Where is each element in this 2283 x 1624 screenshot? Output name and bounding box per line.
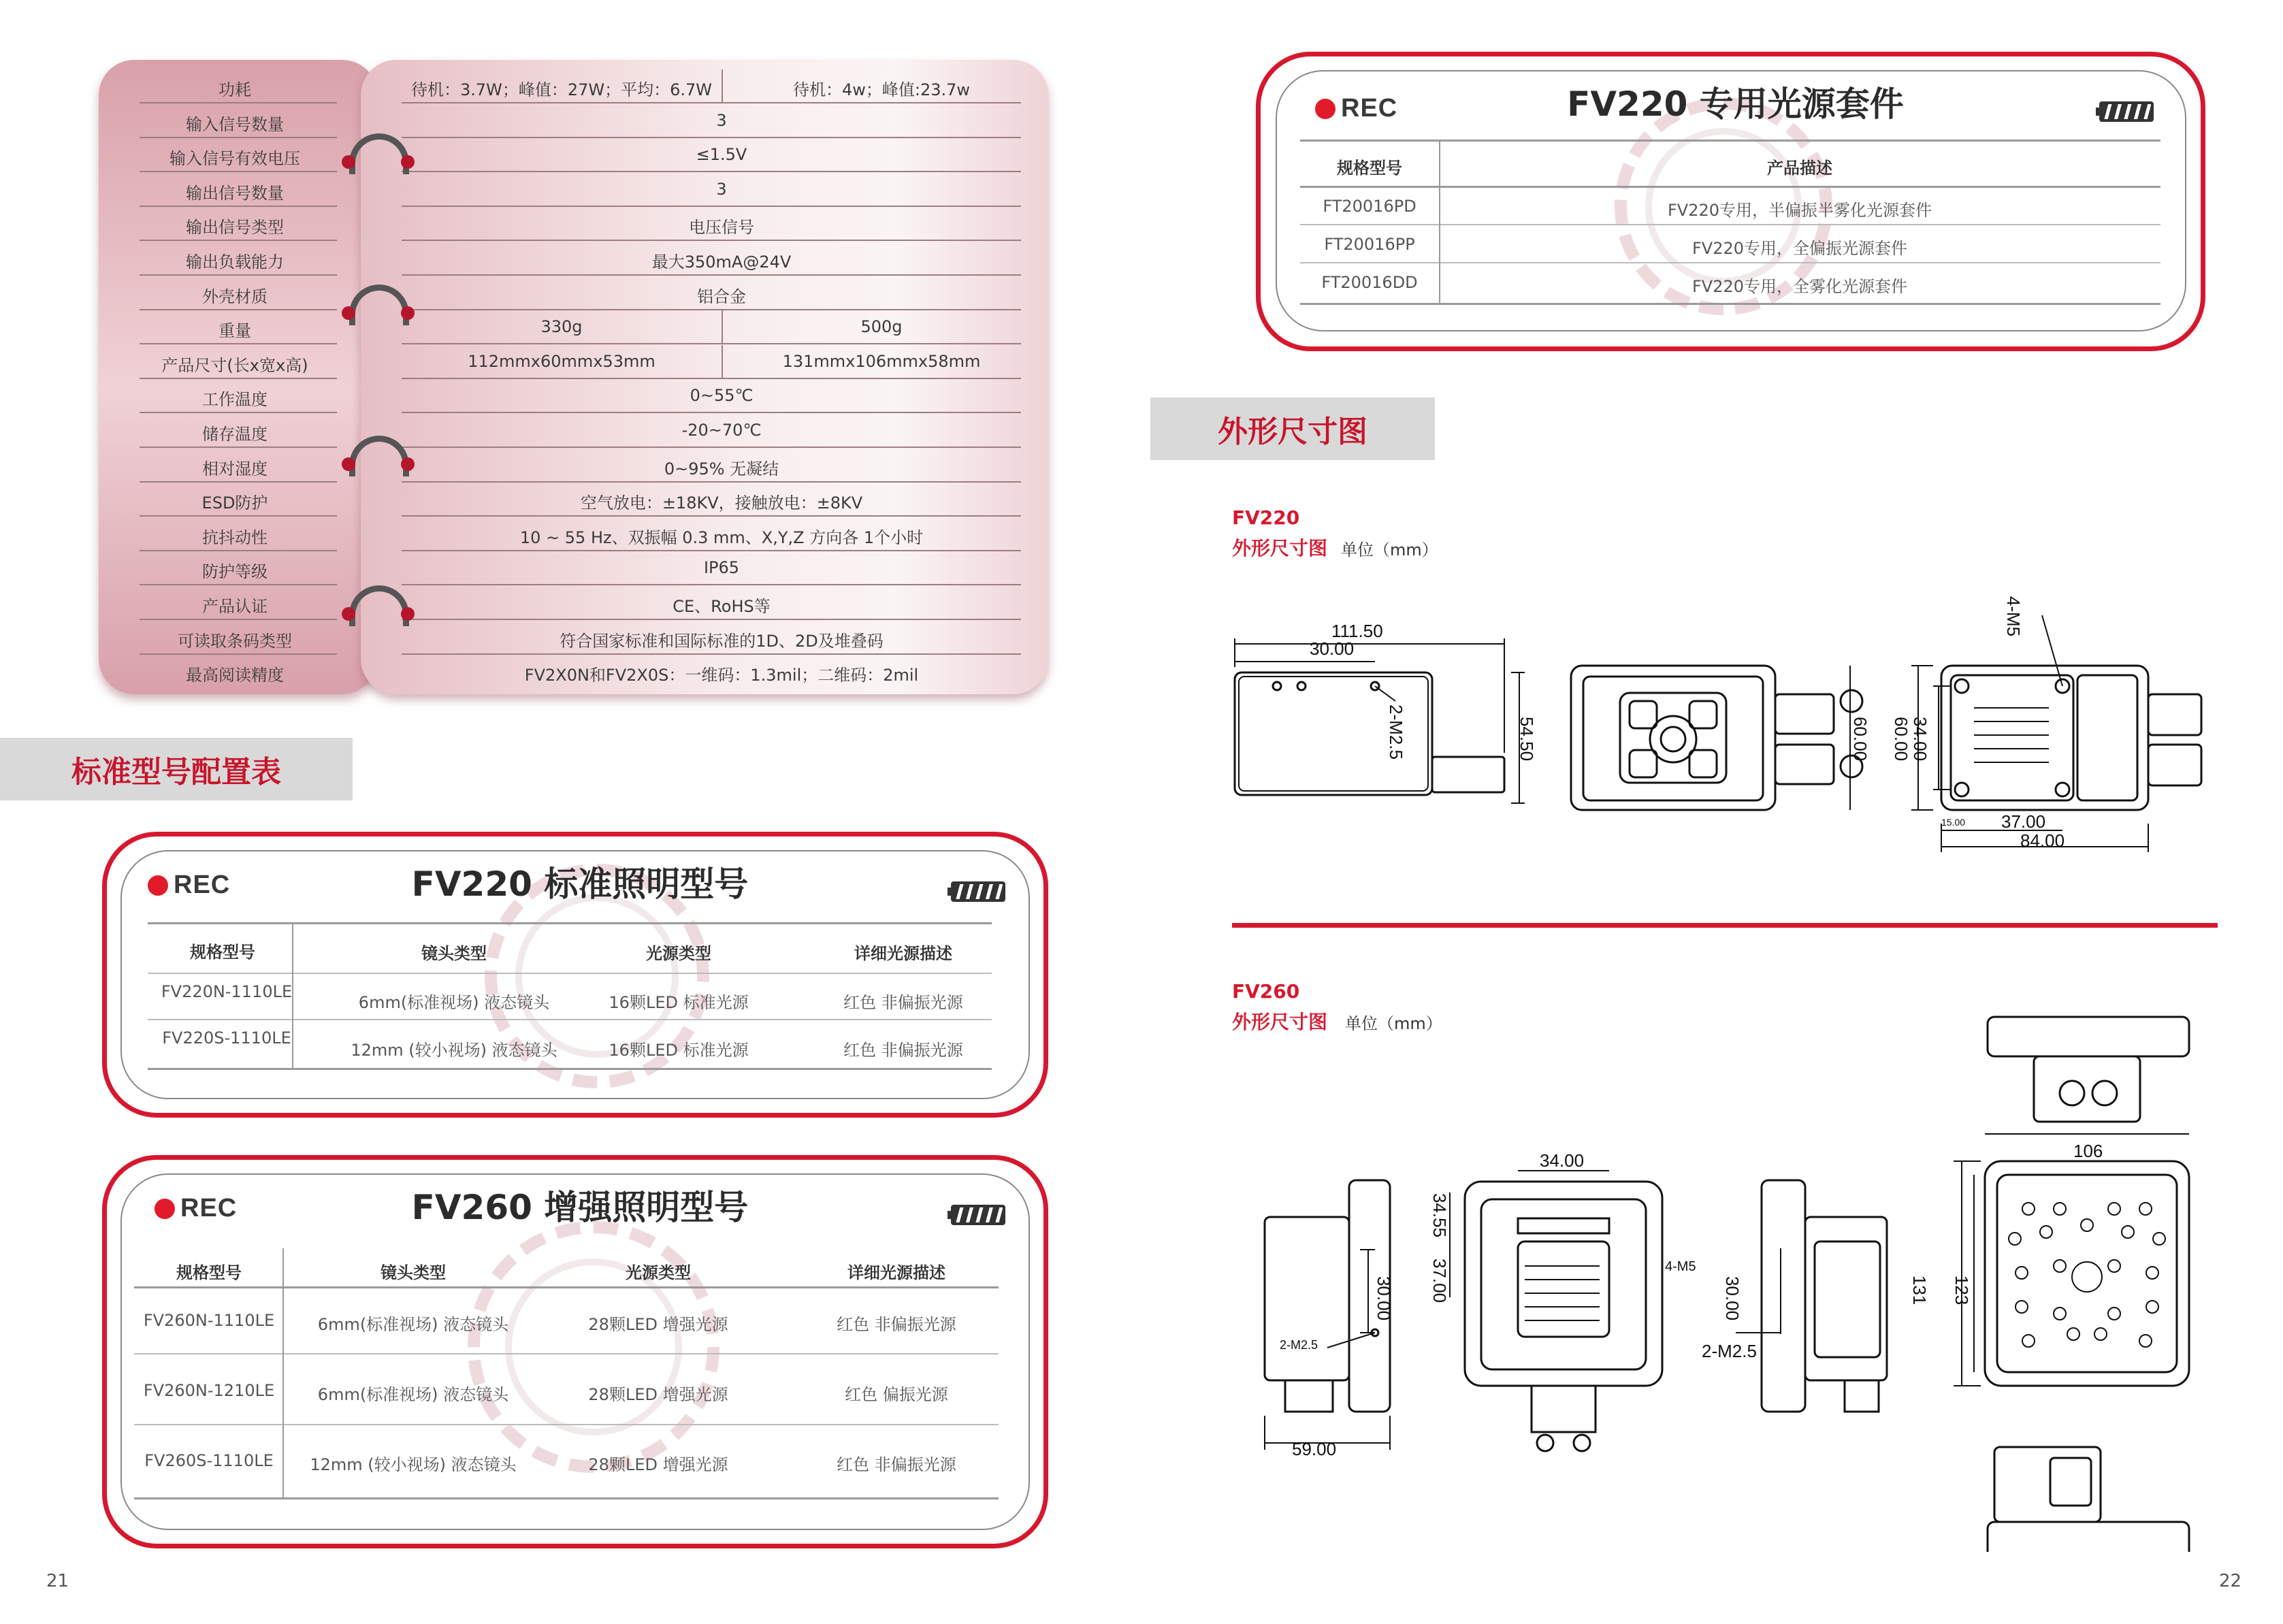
dim-label: 54.50 bbox=[1517, 716, 1538, 762]
spec-label: 外壳材质 bbox=[202, 287, 268, 306]
spec-label: 防护等级 bbox=[202, 562, 268, 582]
table-cell: 红色 非偏振光源 bbox=[843, 1041, 963, 1060]
col-header: 规格型号 bbox=[190, 943, 255, 962]
table-cell: 6mm(标准视场) 液态镜头 bbox=[317, 1315, 509, 1334]
table-cell: FV220N-1110LE bbox=[161, 982, 293, 1001]
dim-label: 84.00 bbox=[2020, 830, 2065, 851]
col-header: 详细光源描述 bbox=[847, 1263, 945, 1282]
spec-value: 铝合金 bbox=[697, 287, 746, 306]
table-cell: 红色 偏振光源 bbox=[845, 1385, 948, 1404]
dim-label: 34.00 bbox=[1540, 1150, 1585, 1171]
spec-value: 500g bbox=[860, 317, 903, 337]
table-cell: FV260N-1110LE bbox=[143, 1311, 275, 1330]
table-cell: 28颗LED 增强光源 bbox=[588, 1315, 728, 1334]
dim-label: 60.00 bbox=[1850, 716, 1871, 762]
dim-label: 4-M5 bbox=[1665, 1259, 1696, 1274]
divider bbox=[1232, 923, 2218, 928]
table-cell: 16颗LED 标准光源 bbox=[609, 1041, 749, 1060]
dim-label: 15.00 bbox=[1941, 817, 1966, 828]
table-cell: FV260S-1110LE bbox=[144, 1451, 274, 1470]
col-header: 光源类型 bbox=[626, 1263, 691, 1282]
battery-icon bbox=[951, 1205, 1005, 1225]
spec-value: 3 bbox=[716, 110, 727, 130]
spec-value: 电压信号 bbox=[689, 218, 754, 238]
dim-label: 37.00 bbox=[2001, 811, 2046, 832]
fv220-dims-unit: 单位（mm） bbox=[1341, 540, 1438, 559]
table-cell: 6mm(标准视场) 液态镜头 bbox=[358, 993, 550, 1012]
spec-value: 空气放电：±18KV，接触放电：±8KV bbox=[580, 493, 863, 513]
dim-label: 30.00 bbox=[1374, 1276, 1395, 1321]
table-cell: 28颗LED 增强光源 bbox=[588, 1385, 728, 1404]
spec-value: 131mmx106mmx58mm bbox=[782, 351, 981, 371]
table-cell: FV260N-1210LE bbox=[143, 1381, 275, 1400]
spec-label: 产品认证 bbox=[202, 597, 268, 616]
page-number-right: 22 bbox=[2219, 1571, 2242, 1591]
spec-label: 最高阅读精度 bbox=[186, 666, 284, 685]
fv220-dims-label: 外形尺寸图 bbox=[1232, 537, 1328, 559]
spec-label: 输出信号数量 bbox=[186, 183, 284, 203]
dim-label: 2-M2.5 bbox=[1280, 1338, 1318, 1352]
table-cell: 12mm (较小视场) 液态镜头 bbox=[351, 1041, 557, 1060]
spec-value: FV2X0N和FV2X0S：一维码：1.3mil；二维码：2mil bbox=[524, 666, 919, 685]
table-cell: FT20016PD bbox=[1323, 197, 1416, 216]
col-header: 详细光源描述 bbox=[854, 944, 952, 963]
col-header: 规格型号 bbox=[176, 1263, 242, 1282]
dim-label: 34.00 bbox=[1910, 716, 1931, 762]
section-title-dimensions: 外形尺寸图 bbox=[1150, 397, 1435, 460]
spec-label: 输出负载能力 bbox=[186, 253, 284, 272]
table-cell: FV220专用，半偏振半雾化光源套件 bbox=[1667, 201, 1932, 220]
col-header: 规格型号 bbox=[1337, 159, 1402, 178]
spec-label: ESD防护 bbox=[201, 493, 268, 513]
spec-value: 3 bbox=[716, 179, 727, 199]
dim-label: 59.00 bbox=[1292, 1439, 1337, 1459]
fv220-kit-card bbox=[1256, 52, 2205, 351]
spec-label: 输出信号类型 bbox=[186, 218, 284, 238]
card-title: FV260 增强照明型号 bbox=[411, 1188, 749, 1227]
dim-label: 106 bbox=[2073, 1141, 2103, 1161]
fv260-dims-label: 外形尺寸图 bbox=[1232, 1011, 1328, 1033]
spec-value: 最大350mA@24V bbox=[651, 253, 792, 272]
spec-value: 112mmx60mmx53mm bbox=[468, 351, 655, 371]
table-cell: FT20016DD bbox=[1321, 273, 1418, 292]
spec-value: CE、RoHS等 bbox=[673, 597, 771, 616]
rec-logo: REC bbox=[148, 871, 230, 900]
card-title: FV220 标准照明型号 bbox=[411, 864, 749, 904]
fv220-dims-model: FV220 bbox=[1232, 506, 1300, 529]
rec-logo: REC bbox=[1315, 94, 1397, 123]
spec-label: 储存温度 bbox=[202, 425, 268, 444]
spec-value: 0~55℃ bbox=[690, 386, 754, 406]
dim-label: 34.55 bbox=[1429, 1192, 1451, 1238]
dim-label: 60.00 bbox=[1891, 716, 1912, 762]
spec-value: 符合国家标准和国际标准的1D、2D及堆叠码 bbox=[560, 631, 884, 651]
table-cell: 6mm(标准视场) 液态镜头 bbox=[317, 1385, 509, 1404]
spec-value: ≤1.5V bbox=[696, 145, 747, 165]
spec-label: 功耗 bbox=[218, 80, 251, 99]
col-header: 光源类型 bbox=[646, 944, 711, 963]
spec-value: IP65 bbox=[703, 558, 740, 578]
spec-value: 330g bbox=[540, 317, 583, 337]
table-cell: FV220专用，全雾化光源套件 bbox=[1691, 277, 1908, 296]
table-cell: 28颗LED 增强光源 bbox=[588, 1455, 728, 1474]
col-header: 镜头类型 bbox=[380, 1263, 446, 1282]
rec-logo: REC bbox=[155, 1194, 237, 1223]
spec-label: 可读取条码类型 bbox=[178, 631, 292, 651]
spec-label: 输入信号有效电压 bbox=[169, 149, 300, 169]
col-header: 镜头类型 bbox=[421, 944, 487, 963]
dim-label: 123 bbox=[1952, 1275, 1973, 1305]
dim-label: 4-M5 bbox=[2003, 596, 2024, 637]
table-cell: 12mm (较小视场) 液态镜头 bbox=[310, 1455, 517, 1474]
spec-value: -20~70℃ bbox=[681, 421, 762, 440]
table-cell: FV220专用，全偏振光源套件 bbox=[1691, 239, 1908, 258]
spec-label: 产品尺寸(长x宽x高) bbox=[161, 355, 308, 375]
fv260-enh-card bbox=[102, 1155, 1048, 1548]
table-cell: FV220S-1110LE bbox=[162, 1028, 291, 1048]
table-cell: 红色 非偏振光源 bbox=[837, 1315, 956, 1334]
table-cell: 16颗LED 标准光源 bbox=[609, 993, 749, 1012]
card-title: FV220 专用光源套件 bbox=[1567, 84, 1904, 124]
section-title-config: 标准型号配置表 bbox=[0, 738, 353, 800]
dim-label: 111.50 bbox=[1331, 621, 1383, 641]
table-cell: 红色 非偏振光源 bbox=[837, 1455, 956, 1474]
col-header: 产品描述 bbox=[1767, 159, 1832, 178]
spec-value: 10 ~ 55 Hz、双振幅 0.3 mm、X,Y,Z 方向各 1个小时 bbox=[519, 527, 924, 547]
spec-value: 待机：4w；峰值:23.7w bbox=[792, 80, 971, 99]
spec-value: 待机：3.7W；峰值：27W；平均：6.7W bbox=[410, 80, 713, 99]
dim-label: 30.00 bbox=[1310, 638, 1355, 659]
fv260-dims-model: FV260 bbox=[1232, 980, 1300, 1003]
dim-label: 37.00 bbox=[1429, 1258, 1451, 1303]
spec-value: 0~95% 无凝结 bbox=[664, 459, 779, 478]
page-number-left: 21 bbox=[46, 1571, 69, 1591]
spec-label: 抗抖动性 bbox=[202, 527, 268, 547]
fv220-std-card bbox=[102, 832, 1048, 1118]
spec-label: 重量 bbox=[218, 321, 251, 341]
spec-label: 工作温度 bbox=[202, 390, 268, 410]
fv260-dims-unit: 单位（mm） bbox=[1345, 1014, 1442, 1033]
dim-label: 2-M2.5 bbox=[1385, 704, 1406, 760]
dim-label: 2-M2.5 bbox=[1702, 1341, 1757, 1361]
table-cell: FT20016PP bbox=[1324, 235, 1415, 254]
battery-icon bbox=[2099, 101, 2154, 122]
table-cell: 红色 非偏振光源 bbox=[843, 993, 963, 1012]
battery-icon bbox=[951, 881, 1005, 902]
spec-label: 相对湿度 bbox=[202, 459, 268, 478]
spec-label: 输入信号数量 bbox=[186, 114, 284, 134]
dim-label: 30.00 bbox=[1722, 1276, 1743, 1321]
dim-label: 131 bbox=[1909, 1275, 1930, 1305]
